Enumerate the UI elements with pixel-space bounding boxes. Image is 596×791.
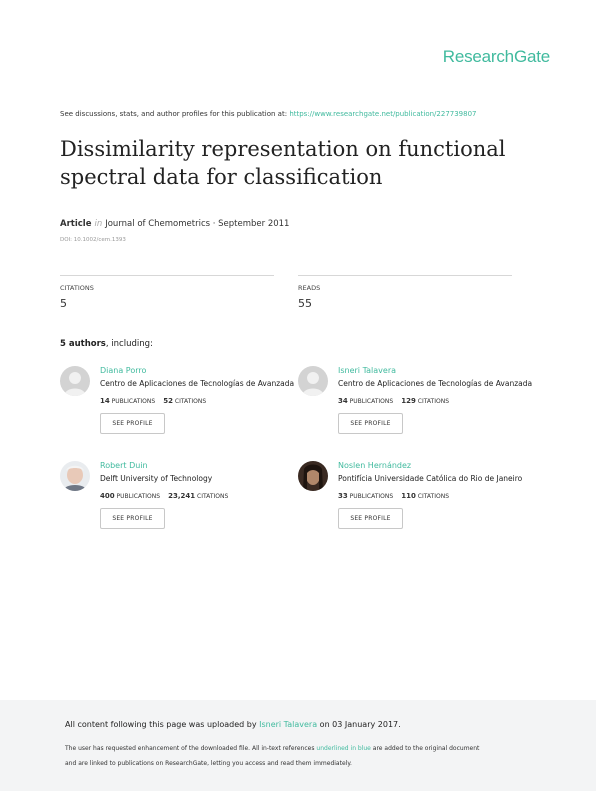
- discussion-prefix: See discussions, stats, and author profiles for this publication at:: [60, 110, 288, 118]
- publication-link[interactable]: https://www.researchgate.net/publication/227739807: [289, 110, 477, 118]
- publications-count: 33: [338, 492, 348, 500]
- citations-count: 23,241: [168, 492, 196, 500]
- publications-count: 400: [100, 492, 115, 500]
- citations-count: 52: [163, 397, 173, 405]
- discussion-line: [60, 110, 477, 118]
- author-photo[interactable]: [298, 461, 328, 491]
- publication-meta: [60, 219, 289, 229]
- author-name[interactable]: Diana Porro: [100, 366, 147, 375]
- citations-count: 110: [401, 492, 416, 500]
- publication-title: Dissimilarity representation on functional spectral data for classification: [60, 137, 506, 189]
- author-stats: [338, 492, 538, 500]
- doi: DOI: 10.1002/cem.1393: [60, 237, 126, 243]
- citations-label: CITATIONS: [197, 493, 229, 500]
- author-institution[interactable]: Centro de Aplicaciones de Tecnologías de Avanzada: [338, 379, 533, 388]
- note-prefix: The user has requested enhancement of the downloaded file. All in-text references: [65, 745, 315, 752]
- author-stats: [338, 397, 538, 405]
- enhancement-note: [65, 745, 479, 752]
- reads-label: READS: [298, 284, 321, 292]
- note-suffix: are added to the original document: [372, 745, 480, 752]
- authors-heading: [60, 339, 153, 349]
- default-avatar-icon[interactable]: [60, 366, 90, 396]
- default-avatar-icon[interactable]: [298, 366, 328, 396]
- publications-count: 14: [100, 397, 110, 405]
- publications-label: PUBLICATIONS: [111, 398, 156, 405]
- publications-count: 34: [338, 397, 348, 405]
- citations-count: 129: [401, 397, 416, 405]
- see-profile-button[interactable]: SEE PROFILE: [338, 413, 403, 434]
- citations-label: CITATIONS: [174, 398, 207, 405]
- journal-date: Journal of Chemometrics · September 2011: [105, 219, 290, 229]
- uploader-link[interactable]: Isneri Talavera: [259, 720, 318, 729]
- author-name[interactable]: Robert Duin: [100, 461, 148, 470]
- citations-stat: [60, 275, 274, 310]
- publication-type: Article: [60, 219, 92, 229]
- author-institution[interactable]: Delft University of Technology: [100, 474, 213, 483]
- author-photo[interactable]: [60, 461, 90, 491]
- citations-label: CITATIONS: [417, 398, 450, 405]
- publications-label: PUBLICATIONS: [116, 493, 161, 500]
- footer: [0, 700, 596, 791]
- authors-suffix: , including:: [105, 339, 153, 349]
- reads-stat: [298, 275, 512, 310]
- author-stats: [100, 397, 300, 405]
- author-institution[interactable]: Pontifícia Universidade Católica do Rio de Janeiro: [338, 474, 523, 483]
- author-name[interactable]: Isneri Talavera: [338, 366, 397, 375]
- see-profile-button[interactable]: SEE PROFILE: [100, 413, 165, 434]
- reads-value: 55: [298, 297, 312, 310]
- enhancement-note-line2: and are linked to publications on ResearchGate, letting you access and read them immediately.: [65, 760, 352, 767]
- note-link: underlined in blue: [316, 745, 371, 752]
- upload-suffix: on 03 January 2017.: [319, 720, 401, 729]
- upload-prefix: All content following this page was uploaded by: [65, 720, 257, 729]
- publications-label: PUBLICATIONS: [349, 493, 394, 500]
- author-stats: [100, 492, 300, 500]
- researchgate-logo[interactable]: ResearchGate: [442, 47, 550, 66]
- author-institution[interactable]: Centro de Aplicaciones de Tecnologías de Avanzada: [100, 379, 295, 388]
- citations-label: CITATIONS: [60, 284, 94, 292]
- author-name[interactable]: Noslen Hernández: [338, 461, 412, 470]
- in-label: in: [94, 219, 103, 229]
- see-profile-button[interactable]: SEE PROFILE: [100, 508, 165, 529]
- upload-notice: [65, 720, 401, 729]
- see-profile-button[interactable]: SEE PROFILE: [338, 508, 403, 529]
- citations-label: CITATIONS: [417, 493, 450, 500]
- citations-value: 5: [60, 297, 67, 310]
- publications-label: PUBLICATIONS: [349, 398, 394, 405]
- authors-count: 5 authors: [60, 339, 106, 349]
